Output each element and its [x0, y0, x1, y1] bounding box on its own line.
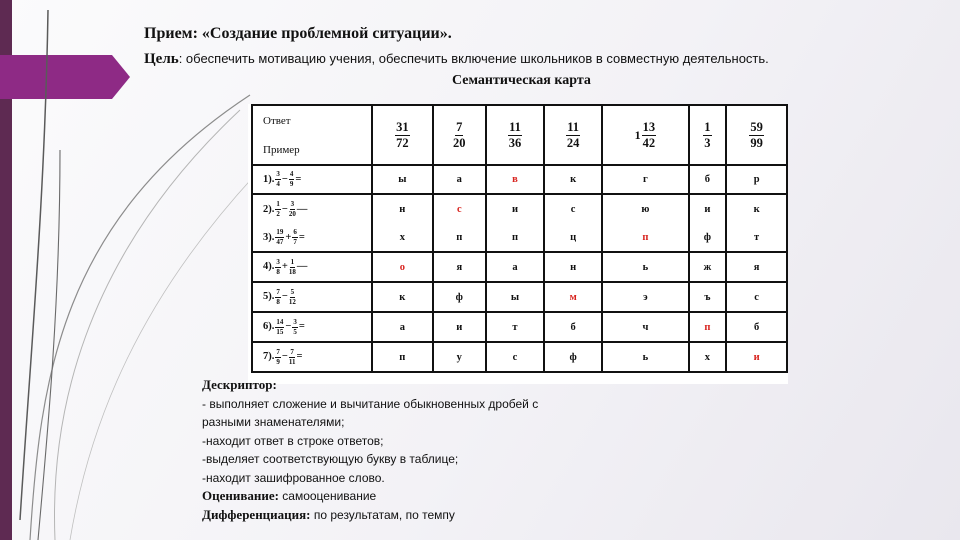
denominator: 42: [642, 135, 656, 150]
letter-stack: [727, 195, 786, 251]
assessment-label: Оценивание:: [202, 488, 279, 503]
letter: ю: [641, 203, 650, 215]
fraction: [642, 121, 657, 149]
denominator: 20: [288, 209, 296, 218]
letter: п: [642, 231, 649, 243]
numerator: 3: [276, 170, 280, 178]
letter-cell: ф: [544, 342, 602, 372]
example-label: 7).: [263, 351, 275, 363]
fraction: [275, 289, 281, 306]
letter-cell: т: [486, 312, 544, 342]
example-label: 5).: [263, 291, 275, 303]
numerator: 19: [276, 227, 284, 236]
letter-cell: с: [726, 282, 787, 312]
letter-cell: с: [486, 342, 544, 372]
fraction: [289, 289, 296, 306]
letter-cell-pair: [602, 194, 688, 252]
slide-title: Прием: «Создание проблемной ситуации».: [144, 25, 452, 42]
fraction: [275, 171, 281, 188]
letter-cell: ь: [602, 342, 688, 372]
numerator: 7: [276, 287, 280, 296]
denominator: 4: [276, 180, 280, 188]
numerator: 4: [289, 170, 294, 178]
letter-cell: г: [602, 165, 688, 194]
letter: п: [511, 231, 519, 243]
denominator: 36: [508, 135, 522, 150]
example-expression: [263, 257, 308, 276]
letter-cell-pair: [726, 194, 787, 252]
letter: н: [399, 203, 406, 215]
letter-cell: я: [726, 252, 787, 282]
example-expression: [263, 317, 305, 336]
equals-sign: =: [298, 231, 305, 243]
letter-cell: ы: [372, 165, 433, 194]
denominator: 72: [396, 135, 409, 150]
example-expression: [263, 347, 303, 366]
letter-stack: [373, 195, 432, 251]
letter-cell: а: [372, 312, 433, 342]
differentiation-text: по результатам, по темпу: [310, 507, 455, 522]
letter: т: [754, 231, 760, 243]
letter: с: [456, 203, 462, 215]
fraction: [289, 201, 296, 218]
fraction: [275, 319, 284, 336]
denominator: 7: [293, 237, 297, 246]
fraction: [508, 121, 522, 149]
numerator: 7: [290, 347, 294, 356]
letter-cell: ч: [602, 312, 688, 342]
letter-cell: у: [433, 342, 486, 372]
fraction: [453, 121, 466, 149]
numerator: 14: [276, 317, 284, 326]
example-expression: [263, 170, 302, 188]
example-stack: [263, 195, 371, 251]
letter-cell: н: [544, 252, 602, 282]
example-cell: [252, 312, 372, 342]
letter: к: [753, 203, 760, 215]
table-row: [252, 194, 787, 252]
numerator: 11: [567, 120, 580, 134]
goal-label: Цель: [144, 51, 179, 67]
numerator: 13: [642, 120, 656, 134]
letter-cell: ъ: [689, 282, 727, 312]
letter: и: [511, 203, 519, 215]
denominator: 3: [704, 135, 711, 150]
example-cell-pair: [252, 194, 372, 252]
denominator: 11: [288, 357, 296, 366]
descriptor-line: -находит ответ в строке ответов;: [202, 433, 384, 448]
operator: −: [281, 291, 288, 303]
fraction: [275, 201, 281, 218]
letter-cell: к: [372, 282, 433, 312]
example-cell: [252, 282, 372, 312]
operator: +: [285, 231, 292, 243]
assessment-line: [202, 487, 538, 506]
answer-cell: [726, 105, 787, 165]
denominator: 20: [453, 135, 466, 150]
table-row: [252, 342, 787, 372]
numerator: 1: [276, 199, 280, 208]
letter-stack: [434, 195, 485, 251]
operator: −: [281, 351, 288, 363]
example-label: 3).: [263, 231, 275, 243]
fraction: [275, 259, 281, 276]
example-label: 2).: [263, 203, 275, 215]
denominator: 8: [276, 297, 280, 306]
letter-cell: о: [372, 252, 433, 282]
letter: ф: [703, 231, 712, 243]
numerator: 3: [293, 317, 297, 326]
letter-cell-pair: [372, 194, 433, 252]
numerator: 1: [290, 257, 295, 266]
equals-sign: —: [296, 261, 308, 273]
descriptor-block: [202, 376, 538, 524]
denominator: 12: [288, 297, 296, 306]
answer-cell: [486, 105, 544, 165]
fraction: [749, 121, 764, 149]
descriptor-heading: Дескриптор:: [202, 377, 277, 392]
numerator: 6: [293, 227, 297, 236]
letter-cell: ь: [602, 252, 688, 282]
goal-text: : обеспечить мотивацию учения, обеспечить включение школьников в совместную деятельность.: [178, 51, 769, 66]
example-label: 4).: [263, 261, 275, 273]
fraction: [395, 121, 410, 149]
table-row: [252, 252, 787, 282]
differentiation-line: [202, 506, 538, 525]
answer-cell: [689, 105, 727, 165]
letter-stack: [487, 195, 543, 251]
denominator: 15: [276, 327, 284, 336]
denominator: 9: [276, 357, 280, 366]
numerator: 11: [509, 120, 521, 134]
letter-cell: ф: [433, 282, 486, 312]
letter: и: [704, 203, 711, 215]
example-cell: [252, 252, 372, 282]
fraction: [292, 319, 298, 336]
numerator: 7: [456, 120, 463, 134]
letter-cell-pair: [544, 194, 602, 252]
equals-sign: =: [296, 351, 303, 363]
operator: +: [281, 261, 288, 273]
descriptor-line: -находит зашифрованное слово.: [202, 470, 385, 485]
letter-cell: ы: [486, 282, 544, 312]
descriptor-line: - выполняет сложение и вычитание обыкновенных дробей с: [202, 396, 539, 411]
numerator: 1: [704, 120, 711, 134]
letter-stack: [603, 195, 687, 251]
denominator: 24: [566, 135, 580, 150]
denominator: 5: [293, 327, 297, 336]
denominator: 8: [276, 267, 280, 276]
header-label-cell: [252, 105, 372, 165]
denominator: 9: [289, 180, 294, 188]
letter-cell: э: [602, 282, 688, 312]
fraction: [289, 259, 296, 276]
letter-cell: и: [726, 342, 787, 372]
letter-cell: п: [372, 342, 433, 372]
descriptor-line: разными знаменателями;: [202, 415, 345, 429]
semantic-map-table: [251, 104, 788, 373]
numerator: 5: [290, 287, 295, 296]
letter-cell: б: [544, 312, 602, 342]
letter-cell: ж: [689, 252, 727, 282]
letter-cell: в: [486, 165, 544, 194]
fraction: [289, 171, 295, 188]
letter-cell: к: [544, 165, 602, 194]
operator: −: [285, 321, 292, 333]
denominator: 18: [288, 267, 296, 276]
answer-cell: [602, 105, 688, 165]
letter-cell: б: [726, 312, 787, 342]
numerator: 7: [276, 347, 280, 356]
letter-cell: б: [689, 165, 727, 194]
table-row: [252, 165, 787, 194]
letter-cell-pair: [433, 194, 486, 252]
assessment-text: самооценивание: [278, 489, 377, 503]
equals-sign: —: [296, 203, 308, 215]
header-label-stack: [263, 106, 371, 164]
letter-cell: р: [726, 165, 787, 194]
descriptor-line: -выделяет соответствующую букву в таблице;: [202, 452, 459, 466]
answer-label: Ответ: [263, 114, 291, 127]
numerator: 3: [276, 257, 280, 266]
numerator: 59: [750, 120, 763, 134]
letter-stack: [545, 195, 601, 251]
operator: −: [281, 203, 288, 215]
fraction: [275, 229, 284, 246]
example-expression: [263, 287, 297, 306]
letter-cell-pair: [689, 194, 727, 252]
example-label: 6).: [263, 321, 275, 333]
table-row: [252, 312, 787, 342]
letter-cell-pair: [486, 194, 544, 252]
example-expression: [263, 229, 371, 246]
letter: ц: [570, 231, 577, 243]
example-cell: [252, 342, 372, 372]
whole-number: 1: [634, 127, 641, 142]
denominator: 47: [276, 237, 284, 246]
letter-cell: а: [433, 165, 486, 194]
denominator: 2: [276, 209, 280, 218]
letter-stack: [690, 195, 726, 251]
example-label: 1).: [263, 173, 275, 185]
semantic-map-title: Семантическая карта: [452, 73, 591, 88]
letter-cell: а: [486, 252, 544, 282]
goal-line: [144, 51, 769, 68]
numerator: 31: [396, 120, 409, 134]
operator: −: [281, 173, 288, 185]
equals-sign: =: [295, 173, 302, 185]
table-header-row: [252, 105, 787, 165]
differentiation-label: Дифференциация:: [202, 506, 311, 522]
semantic-map-table-container: [248, 104, 788, 384]
equals-sign: =: [298, 321, 305, 333]
denominator: 99: [750, 135, 763, 150]
example-label-heading: Пример: [263, 143, 300, 156]
fraction: [703, 121, 711, 149]
table-row: [252, 282, 787, 312]
example-expression: [263, 201, 371, 218]
fraction: [292, 229, 298, 246]
example-cell: [252, 165, 372, 194]
answer-cell: [372, 105, 433, 165]
letter: с: [570, 203, 576, 215]
letter: х: [399, 231, 405, 243]
answer-cell: [433, 105, 486, 165]
letter-cell: х: [689, 342, 727, 372]
letter-cell: п: [689, 312, 727, 342]
letter: п: [456, 231, 463, 243]
numerator: 3: [290, 199, 295, 208]
letter-cell: м: [544, 282, 602, 312]
fraction: [289, 349, 296, 366]
fraction: [275, 349, 281, 366]
letter-cell: и: [433, 312, 486, 342]
letter-cell: я: [433, 252, 486, 282]
fraction: [566, 121, 580, 149]
answer-cell: [544, 105, 602, 165]
